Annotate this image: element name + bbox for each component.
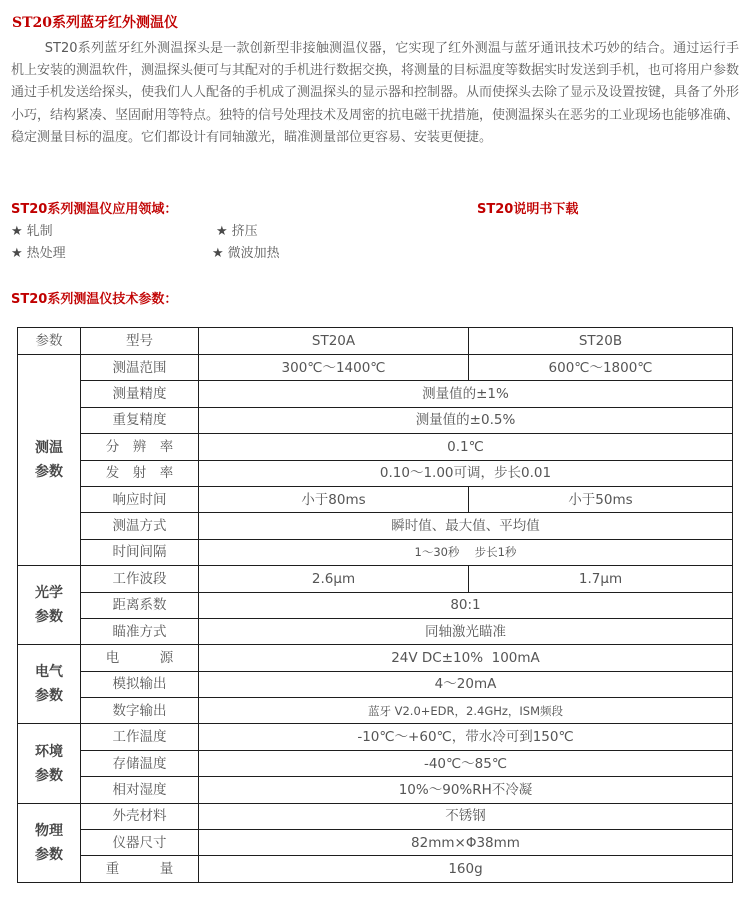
row-label: 重 量 — [81, 856, 199, 882]
table-row — [18, 486, 733, 512]
application-label: 热处理 — [26, 246, 66, 261]
cell-value: -40℃～85℃ — [199, 750, 733, 776]
table-row — [18, 698, 733, 724]
table-row — [18, 803, 733, 829]
table-row — [18, 355, 733, 381]
row-label: 电 源 — [81, 645, 199, 671]
row-label: 测温方式 — [81, 513, 199, 539]
table-row — [18, 566, 733, 592]
table-row — [18, 777, 733, 803]
table-row — [18, 381, 733, 407]
cell-value: 不锈钢 — [199, 803, 733, 829]
table-row — [18, 513, 733, 539]
star-icon: ★ — [216, 224, 228, 239]
cell-value: 24V DC±10% 100mA — [199, 645, 733, 671]
table-row — [18, 407, 733, 433]
cell-a: 300℃～1400℃ — [199, 355, 469, 381]
header-model: 型号 — [81, 328, 199, 355]
row-label: 测温范围 — [81, 355, 199, 381]
row-label: 工作温度 — [81, 724, 199, 750]
table-row — [18, 671, 733, 697]
table-row — [18, 830, 733, 856]
cell-b: 600℃～1800℃ — [469, 355, 733, 381]
params-heading: ST20系列测温仪技术参数： — [11, 292, 178, 307]
row-label: 发 射 率 — [81, 460, 199, 486]
cell-b: 1.7μm — [469, 566, 733, 592]
application-label: 微波加热 — [227, 246, 280, 261]
application-item — [216, 220, 258, 239]
table-row — [18, 460, 733, 486]
table-row — [18, 539, 733, 565]
row-label: 瞄准方式 — [81, 618, 199, 644]
intro-paragraph: ST20系列蓝牙红外测温探头是一款创新型非接触测温仪器，它实现了红外测温与蓝牙通讯技术巧妙的结合。通过运行手机上安装的测温软件，测温探头便可与其配对的手机进行数据交换，将测量的目标温度等数据实时发送到手机，也可将用户参数通过手机发送给探头，使我们人人配备的手机成了测温探头的显示器和控制器。从而使探头去除了显示及设置按键，具备了外形小巧，结构紧凑、坚固耐用等特点。独特的信号处理技术及周密的抗电磁干扰措施，使测温探头在恶劣的工业现场也能够准确、稳定测量目标的温度。它们都设计有同轴激光，瞄准测量部位更容易、安装更便捷。 — [11, 41, 740, 145]
spec-table — [17, 327, 733, 883]
group-physical — [18, 803, 81, 882]
cell-value: 160g — [199, 856, 733, 882]
cell-a: 2.6μm — [199, 566, 469, 592]
cell-value: 瞬时值、最大值、平均值 — [199, 513, 733, 539]
cell-value: 0.10～1.00可调，步长0.01 — [199, 460, 733, 486]
group-label: 物理 参数 — [35, 822, 63, 863]
table-row — [18, 724, 733, 750]
row-label: 外壳材料 — [81, 803, 199, 829]
cell-value: 测量值的±0.5% — [199, 407, 733, 433]
cell-value: 10%～90%RH不冷凝 — [199, 777, 733, 803]
table-row — [18, 618, 733, 644]
row-label: 工作波段 — [81, 566, 199, 592]
header-st20b: ST20B — [469, 328, 733, 355]
row-label: 距离系数 — [81, 592, 199, 618]
cell-value: 4～20mA — [199, 671, 733, 697]
row-label: 仪器尺寸 — [81, 830, 199, 856]
application-label: 挤压 — [231, 224, 258, 239]
row-label: 时间间隔 — [81, 539, 199, 565]
row-label: 模拟输出 — [81, 671, 199, 697]
row-label: 数字输出 — [81, 698, 199, 724]
row-label: 分 辨 率 — [81, 434, 199, 460]
group-label: 测温 参数 — [35, 440, 63, 481]
cell-b: 小于50ms — [469, 486, 733, 512]
cell-value: 测量值的±1% — [199, 381, 733, 407]
row-label: 测量精度 — [81, 381, 199, 407]
page-title: ST20系列蓝牙红外测温仪 — [12, 15, 179, 31]
row-label: 存储温度 — [81, 750, 199, 776]
applications-heading: ST20系列测温仪应用领域： — [11, 202, 178, 217]
star-icon: ★ — [212, 246, 224, 261]
cell-value: 1～30秒 步长1秒 — [199, 539, 733, 565]
cell-value: 同轴激光瞄准 — [199, 618, 733, 644]
group-environment — [18, 724, 81, 803]
group-label: 光学 参数 — [35, 585, 63, 626]
row-label: 响应时间 — [81, 486, 199, 512]
cell-value: 蓝牙 V2.0+EDR，2.4GHz，ISM频段 — [199, 698, 733, 724]
table-row — [18, 645, 733, 671]
table-row — [18, 750, 733, 776]
table-row — [18, 592, 733, 618]
header-param: 参数 — [18, 328, 81, 355]
cell-value: 82mm×Φ38mm — [199, 830, 733, 856]
cell-value: 0.1℃ — [199, 434, 733, 460]
group-label: 环境 参数 — [35, 743, 63, 784]
application-item — [212, 242, 280, 261]
row-label: 相对湿度 — [81, 777, 199, 803]
star-icon: ★ — [11, 246, 23, 261]
cell-value: 80:1 — [199, 592, 733, 618]
manual-download-link[interactable]: ST20说明书下载 — [477, 202, 579, 217]
application-label: 轧制 — [26, 224, 53, 239]
header-st20a: ST20A — [199, 328, 469, 355]
table-row — [18, 856, 733, 882]
star-icon: ★ — [11, 224, 23, 239]
group-label: 电气 参数 — [35, 664, 63, 705]
application-item — [11, 242, 66, 261]
cell-value: -10℃～+60℃，带水冷可到150℃ — [199, 724, 733, 750]
table-header-row — [18, 328, 733, 355]
application-item — [11, 220, 53, 239]
table-row — [18, 434, 733, 460]
group-optics — [18, 566, 81, 645]
group-electric — [18, 645, 81, 724]
row-label: 重复精度 — [81, 407, 199, 433]
group-measure — [18, 355, 81, 566]
cell-a: 小于80ms — [199, 486, 469, 512]
